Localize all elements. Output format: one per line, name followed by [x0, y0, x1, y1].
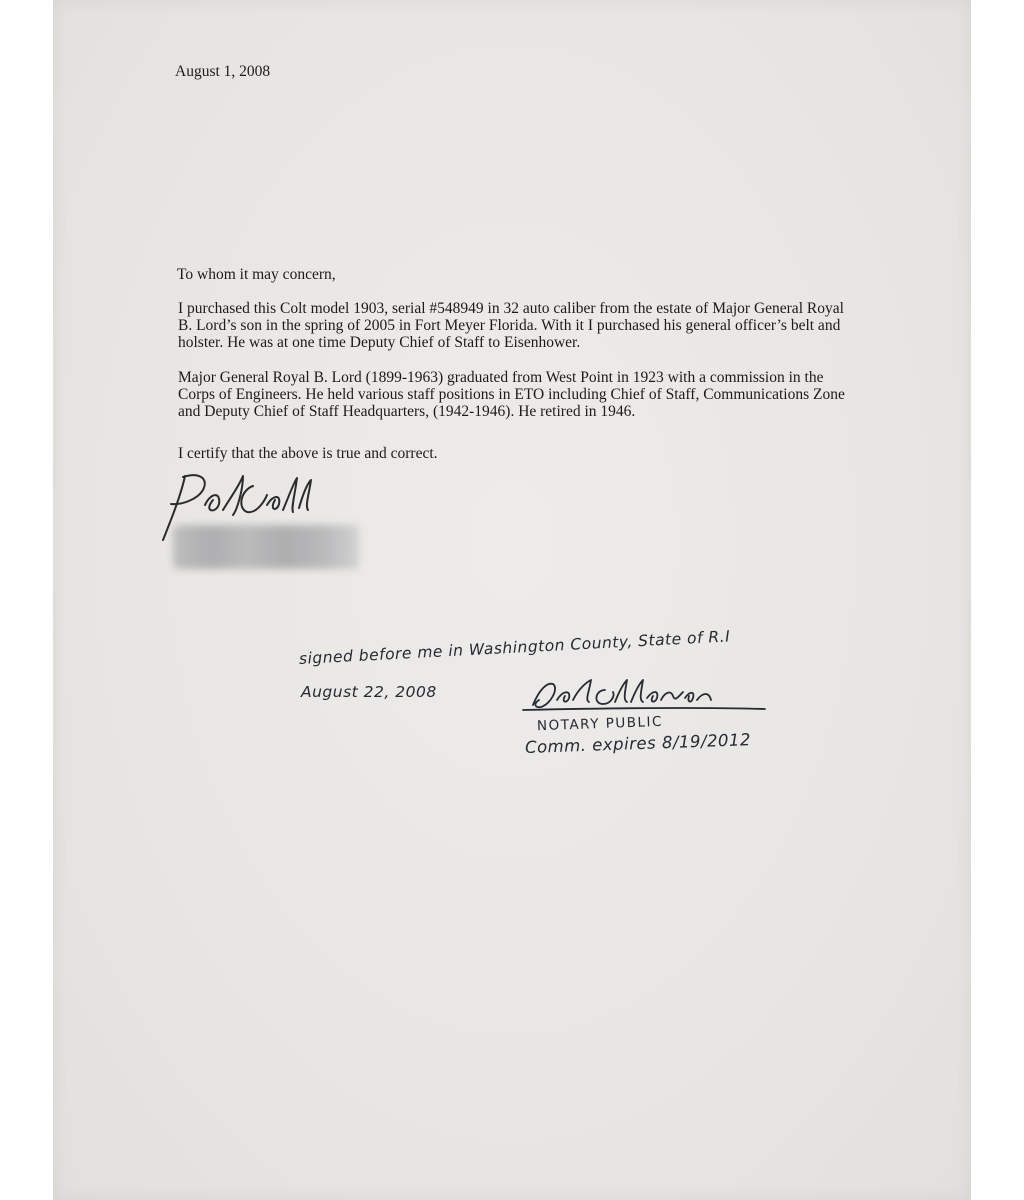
- signer-signature: [163, 475, 311, 540]
- certification-statement: I certify that the above is true and correct.: [178, 445, 438, 462]
- paragraph-line: I purchased this Colt model 1903, serial #548949 in 32 auto caliber from the estate of Major General Royal: [178, 300, 844, 317]
- paragraph-line: holster. He was at one time Deputy Chief of Staff to Eisenhower.: [178, 334, 581, 351]
- letter-page: [53, 0, 971, 1200]
- paragraph-line: Major General Royal B. Lord (1899-1963) graduated from West Point in 1923 with a commission in the: [178, 369, 824, 386]
- paragraph-line: and Deputy Chief of Staff Headquarters, (1942-1946). He retired in 1946.: [178, 403, 636, 420]
- paragraph-line: B. Lord’s son in the spring of 2005 in Fort Meyer Florida. With it I purchased his general officer’s belt and: [178, 317, 841, 334]
- notary-signature: [523, 680, 765, 710]
- paragraph-line: Corps of Engineers. He held various staff positions in ETO including Chief of Staff, Communications Zone: [178, 386, 845, 403]
- letter-date: August 1, 2008: [175, 63, 271, 80]
- notary-commission-expiry: Comm. expires 8/19/2012: [524, 730, 752, 757]
- handwriting-layer: [53, 0, 971, 1200]
- notary-jurat-line: signed before me in Washington County, State of R.I: [298, 627, 731, 668]
- letter-salutation: To whom it may concern,: [177, 266, 336, 283]
- notary-date: August 22, 2008: [301, 683, 437, 701]
- notary-title: NOTARY PUBLIC: [536, 713, 664, 735]
